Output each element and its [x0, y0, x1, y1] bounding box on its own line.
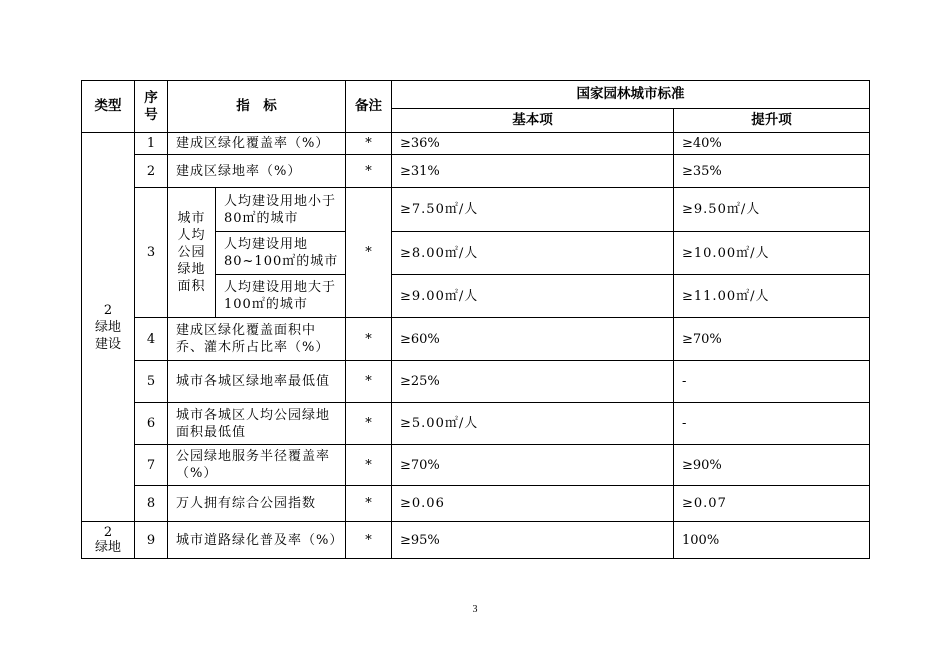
group-label-line: 公园 [177, 245, 206, 260]
row-enhanced: 100% [674, 522, 870, 559]
standards-table [81, 80, 870, 559]
header-no-line2: 号 [144, 106, 158, 123]
row-remark: * [346, 486, 392, 522]
row-no: 3 [135, 188, 168, 318]
table-row [82, 361, 870, 403]
group-cell [82, 522, 135, 559]
row-enhanced: ≥90% [674, 445, 870, 486]
page-number: 3 [472, 604, 478, 615]
row-basic: ≥25% [392, 361, 674, 403]
header-type: 类型 [82, 81, 135, 133]
row-enhanced: - [674, 403, 870, 445]
row-indicator: 建成区绿化覆盖面积中乔、灌木所占比率（%） [168, 318, 346, 361]
row-enhanced: ≥0.07 [674, 486, 870, 522]
row-sub-indicator: 人均建设用地大于100㎡的城市 [216, 275, 346, 318]
row-enhanced: - [674, 361, 870, 403]
row-enhanced: ≥10.00㎡/人 [674, 232, 870, 275]
row-enhanced: ≥40% [674, 133, 870, 155]
row-remark: * [346, 445, 392, 486]
row-no: 4 [135, 318, 168, 361]
group-label-line: 面积 [177, 279, 206, 294]
table-row [82, 318, 870, 361]
group-cell [82, 133, 135, 522]
row-basic: ≥7.50㎡/人 [392, 188, 674, 232]
group-name-line1: 绿地 [94, 319, 121, 335]
row-no: 7 [135, 445, 168, 486]
row-basic: ≥95% [392, 522, 674, 559]
row-remark: * [346, 318, 392, 361]
table-row [82, 445, 870, 486]
row-basic: ≥60% [392, 318, 674, 361]
row-basic: ≥70% [392, 445, 674, 486]
row-indicator: 城市道路绿化普及率（%） [168, 522, 346, 559]
group-num: 2 [103, 525, 113, 540]
row-sub-indicator: 人均建设用地80~100㎡的城市 [216, 232, 346, 275]
header-no [135, 81, 168, 133]
table-row [82, 155, 870, 188]
table-row [82, 486, 870, 522]
group-name-line2: 建设 [94, 336, 121, 352]
table-row [82, 403, 870, 445]
table-row [82, 188, 870, 232]
table-row [82, 133, 870, 155]
row-no: 9 [135, 522, 168, 559]
row-indicator: 城市各城区人均公园绿地面积最低值 [168, 403, 346, 445]
row-remark: * [346, 155, 392, 188]
row-enhanced: ≥9.50㎡/人 [674, 188, 870, 232]
row-remark: * [346, 133, 392, 155]
row-remark: * [346, 361, 392, 403]
row-no: 5 [135, 361, 168, 403]
row-basic: ≥5.00㎡/人 [392, 403, 674, 445]
row-indicator: 公园绿地服务半径覆盖率（%） [168, 445, 346, 486]
header-basic: 基本项 [392, 109, 674, 133]
row-indicator: 城市各城区绿地率最低值 [168, 361, 346, 403]
row-enhanced: ≥11.00㎡/人 [674, 275, 870, 318]
row-basic: ≥36% [392, 133, 674, 155]
row-remark: * [346, 403, 392, 445]
row-no: 8 [135, 486, 168, 522]
row-basic: ≥9.00㎡/人 [392, 275, 674, 318]
row-no: 2 [135, 155, 168, 188]
row-enhanced: ≥35% [674, 155, 870, 188]
group-num: 2 [103, 302, 113, 318]
row-group-label [168, 188, 216, 318]
group-name-line1: 绿地 [94, 540, 121, 555]
row-remark: * [346, 188, 392, 318]
row-enhanced: ≥70% [674, 318, 870, 361]
group-label-line: 人均 [177, 228, 206, 243]
row-basic: ≥31% [392, 155, 674, 188]
group-label-line: 城市 [177, 211, 206, 226]
row-indicator: 建成区绿地率（%） [168, 155, 346, 188]
row-no: 1 [135, 133, 168, 155]
table-row [82, 522, 870, 559]
group-label-line: 绿地 [177, 262, 206, 277]
row-basic: ≥0.06 [392, 486, 674, 522]
row-sub-indicator: 人均建设用地小于80㎡的城市 [216, 188, 346, 232]
row-basic: ≥8.00㎡/人 [392, 232, 674, 275]
header-enhanced: 提升项 [674, 109, 870, 133]
row-remark: * [346, 522, 392, 559]
header-indicator: 指 标 [168, 81, 346, 133]
row-indicator: 万人拥有综合公园指数 [168, 486, 346, 522]
row-no: 6 [135, 403, 168, 445]
header-standard: 国家园林城市标准 [392, 81, 870, 109]
row-indicator: 建成区绿化覆盖率（%） [168, 133, 346, 155]
header-remark: 备注 [346, 81, 392, 133]
header-no-line1: 序 [144, 89, 158, 106]
